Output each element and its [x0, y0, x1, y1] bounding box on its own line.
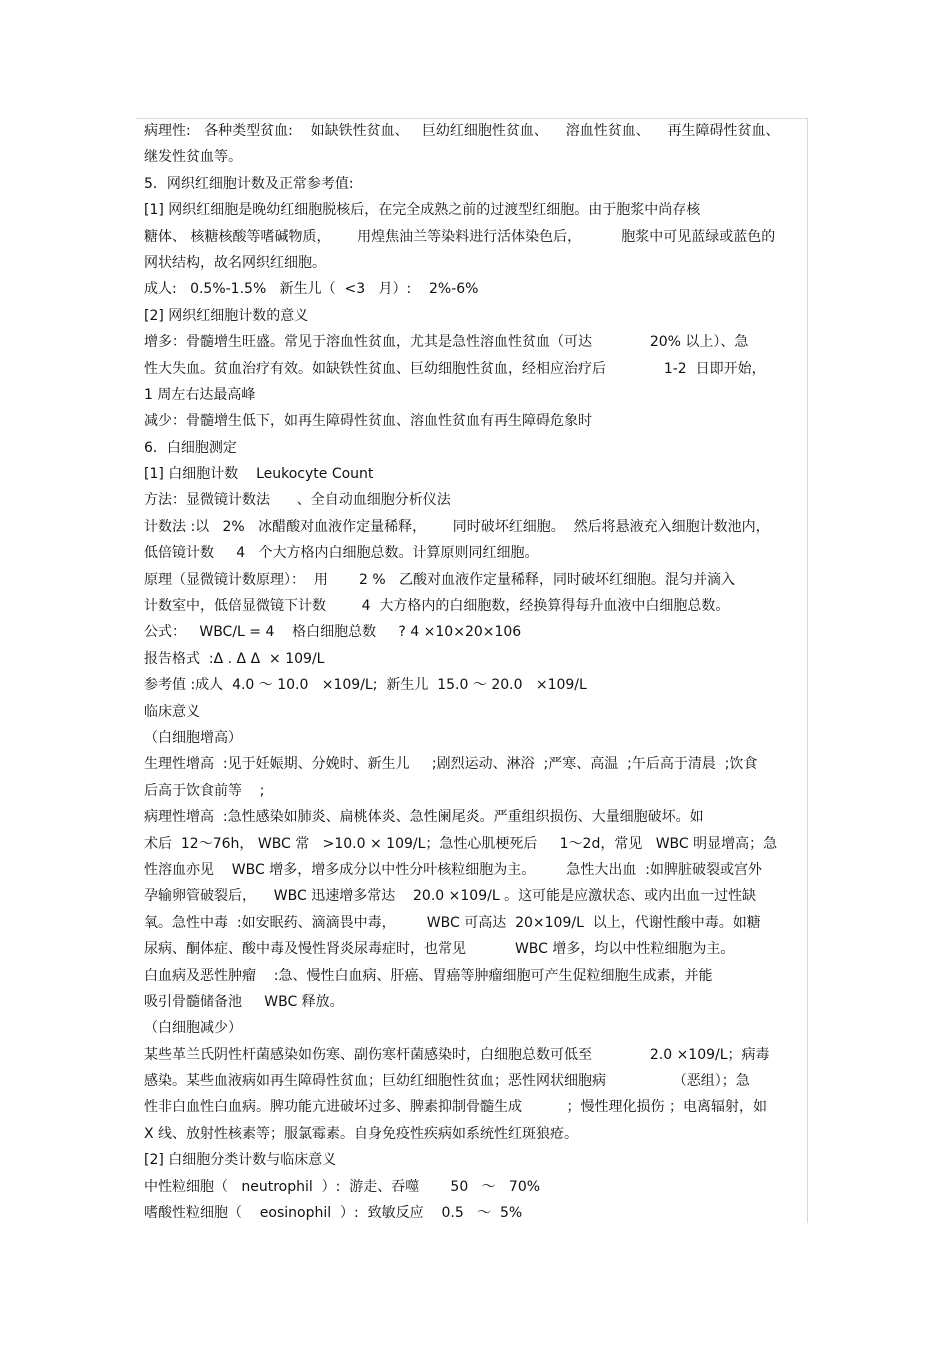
- text-line: 尿病、酮体症、酸中毒及慢性肾炎尿毒症时，也常见 WBC 增多，均以中性粒细胞为主。: [144, 941, 735, 958]
- text-line: [2] 网织红细胞计数的意义: [144, 307, 309, 324]
- document-body: [144, 118, 809, 1226]
- text-line: X 线、放射性核素等；服氯霉素。自身免疫性疾病如系统性红斑狼疮。: [144, 1125, 579, 1142]
- text-line: 减少：骨髓增生低下，如再生障碍性贫血、溶血性贫血有再生障碍危象时: [144, 413, 592, 430]
- text-line: 病理性: 各种类型贫血: 如缺铁性贫血、 巨幼红细胞性贫血、 溶血性贫血、 再生障碍性贫血、: [144, 123, 780, 139]
- text-line: 嗜酸性粒细胞（ eosinophil ）: 致敏反应 0.5 ～ 5%: [144, 1205, 523, 1222]
- text-line: 吸引骨髓储备池 WBC 释放。: [144, 993, 344, 1010]
- text-line: 1 周左右达最高峰: [144, 386, 256, 403]
- text-line: 病理性增高 :急性感染如肺炎、扁桃体炎、急性阑尾炎。严重组织损伤、大量细胞破坏。如: [144, 809, 704, 826]
- text-line: 报告格式 :Δ . Δ Δ × 109/L: [144, 650, 325, 667]
- text-line: 生理性增高 :见于妊娠期、分娩时、新生儿 ;剧烈运动、淋浴 ;严寒、高温 ;午后高于清晨 ;饮食: [144, 756, 758, 773]
- text-line: [1] 白细胞计数 Leukocyte Count: [144, 466, 374, 483]
- text-line: [2] 白细胞分类计数与临床意义: [144, 1152, 337, 1169]
- text-line: [1] 网织红细胞是晚幼红细胞脱核后，在完全成熟之前的过渡型红细胞。由于胞浆中尚存核: [144, 202, 701, 219]
- text-line: 后高于饮食前等 ;: [144, 782, 265, 799]
- text-line: 方法：显微镜计数法 、全自动血细胞分析仪法: [144, 492, 451, 509]
- text-line: 术后 12～76h， WBC 常 >10.0 × 109/L；急性心肌梗死后 1～2d，常见 WBC 明显增高；急: [144, 835, 778, 852]
- text-line: 5．网织红细胞计数及正常参考值:: [144, 175, 354, 192]
- text-line: 继发性贫血等。: [144, 149, 242, 166]
- text-line: 感染。某些血液病如再生障碍性贫血；巨幼红细胞性贫血；恶性网状细胞病 （恶组）；急: [144, 1073, 750, 1090]
- text-line: 氧。急性中毒 :如安眠药、滴滴畏中毒， WBC 可高达 20×109/L 以上，代谢性酸中毒。如糖: [144, 914, 761, 931]
- text-line: 性非白血性白血病。脾功能亢进破坏过多、脾素抑制骨髓生成 ；慢性理化损伤 ；电离辐射，如: [144, 1099, 767, 1116]
- text-line: 中性粒细胞（ neutrophil ）: 游走、吞噬 50 ～ 70%: [144, 1178, 541, 1195]
- text-line: 糖体、 核糖核酸等嗜碱物质， 用煌焦油兰等染料进行活体染色后， 胞浆中可见蓝绿或蓝色的: [144, 228, 776, 245]
- text-line: 公式： WBC/L = 4 格白细胞总数 ? 4 ×10×20×106: [144, 624, 522, 641]
- text-line: 某些革兰氏阴性杆菌感染如伤寒、副伤寒杆菌感染时，白细胞总数可低至 2.0 ×109/L；病毒: [144, 1046, 770, 1063]
- text-line: 孕输卵管破裂后， WBC 迅速增多常达 20.0 ×109/L 。这可能是应激状态、或内出血一过性缺: [144, 888, 757, 905]
- text-line: 成人: 0.5%-1.5% 新生儿（ <3 月）: 2%-6%: [144, 281, 479, 298]
- text-line: 增多：骨髓增生旺盛。常见于溶血性贫血，尤其是急性溶血性贫血（可达 20% 以上）、急: [144, 334, 749, 351]
- text-line: 性溶血亦见 WBC 增多，增多成分以中性分叶核粒细胞为主。 急性大出血 :如脾脏破裂或宫外: [144, 861, 762, 878]
- text-line: 临床意义: [144, 703, 200, 720]
- text-line: 计数室中，低倍显微镜下计数 4 大方格内的白细胞数，经换算得每升血液中白细胞总数。: [144, 598, 730, 615]
- text-line: 低倍镜计数 4 个大方格内白细胞总数。计算原则同红细胞。: [144, 545, 539, 562]
- text-line: 6．白细胞测定: [144, 439, 237, 456]
- text-line: （白细胞减少）: [144, 1020, 242, 1037]
- text-line: 计数法 :以 2% 冰醋酸对血液作定量稀释， 同时破坏红细胞。 然后将悬液充入细胞计数池内，: [144, 518, 770, 535]
- text-line: （白细胞增高）: [144, 729, 242, 746]
- text-line: 网状结构，故名网织红细胞。: [144, 254, 326, 271]
- text-line: 原理（显微镜计数原理）： 用 2 % 乙酸对血液作定量稀释，同时破坏红细胞。混匀并滴入: [144, 571, 736, 588]
- text-line: 白血病及恶性肿瘤 :急、慢性白血病、肝癌、胃癌等肿瘤细胞可产生促粒细胞生成素，并能: [144, 967, 713, 984]
- text-line: 性大失血。贫血治疗有效。如缺铁性贫血、巨幼细胞性贫血，经相应治疗后 1-2 日即开始，: [144, 360, 766, 377]
- text-line: 参考值 :成人 4.0 ～ 10.0 ×109/L; 新生儿 15.0 ～ 20.0 ×109/L: [144, 677, 587, 694]
